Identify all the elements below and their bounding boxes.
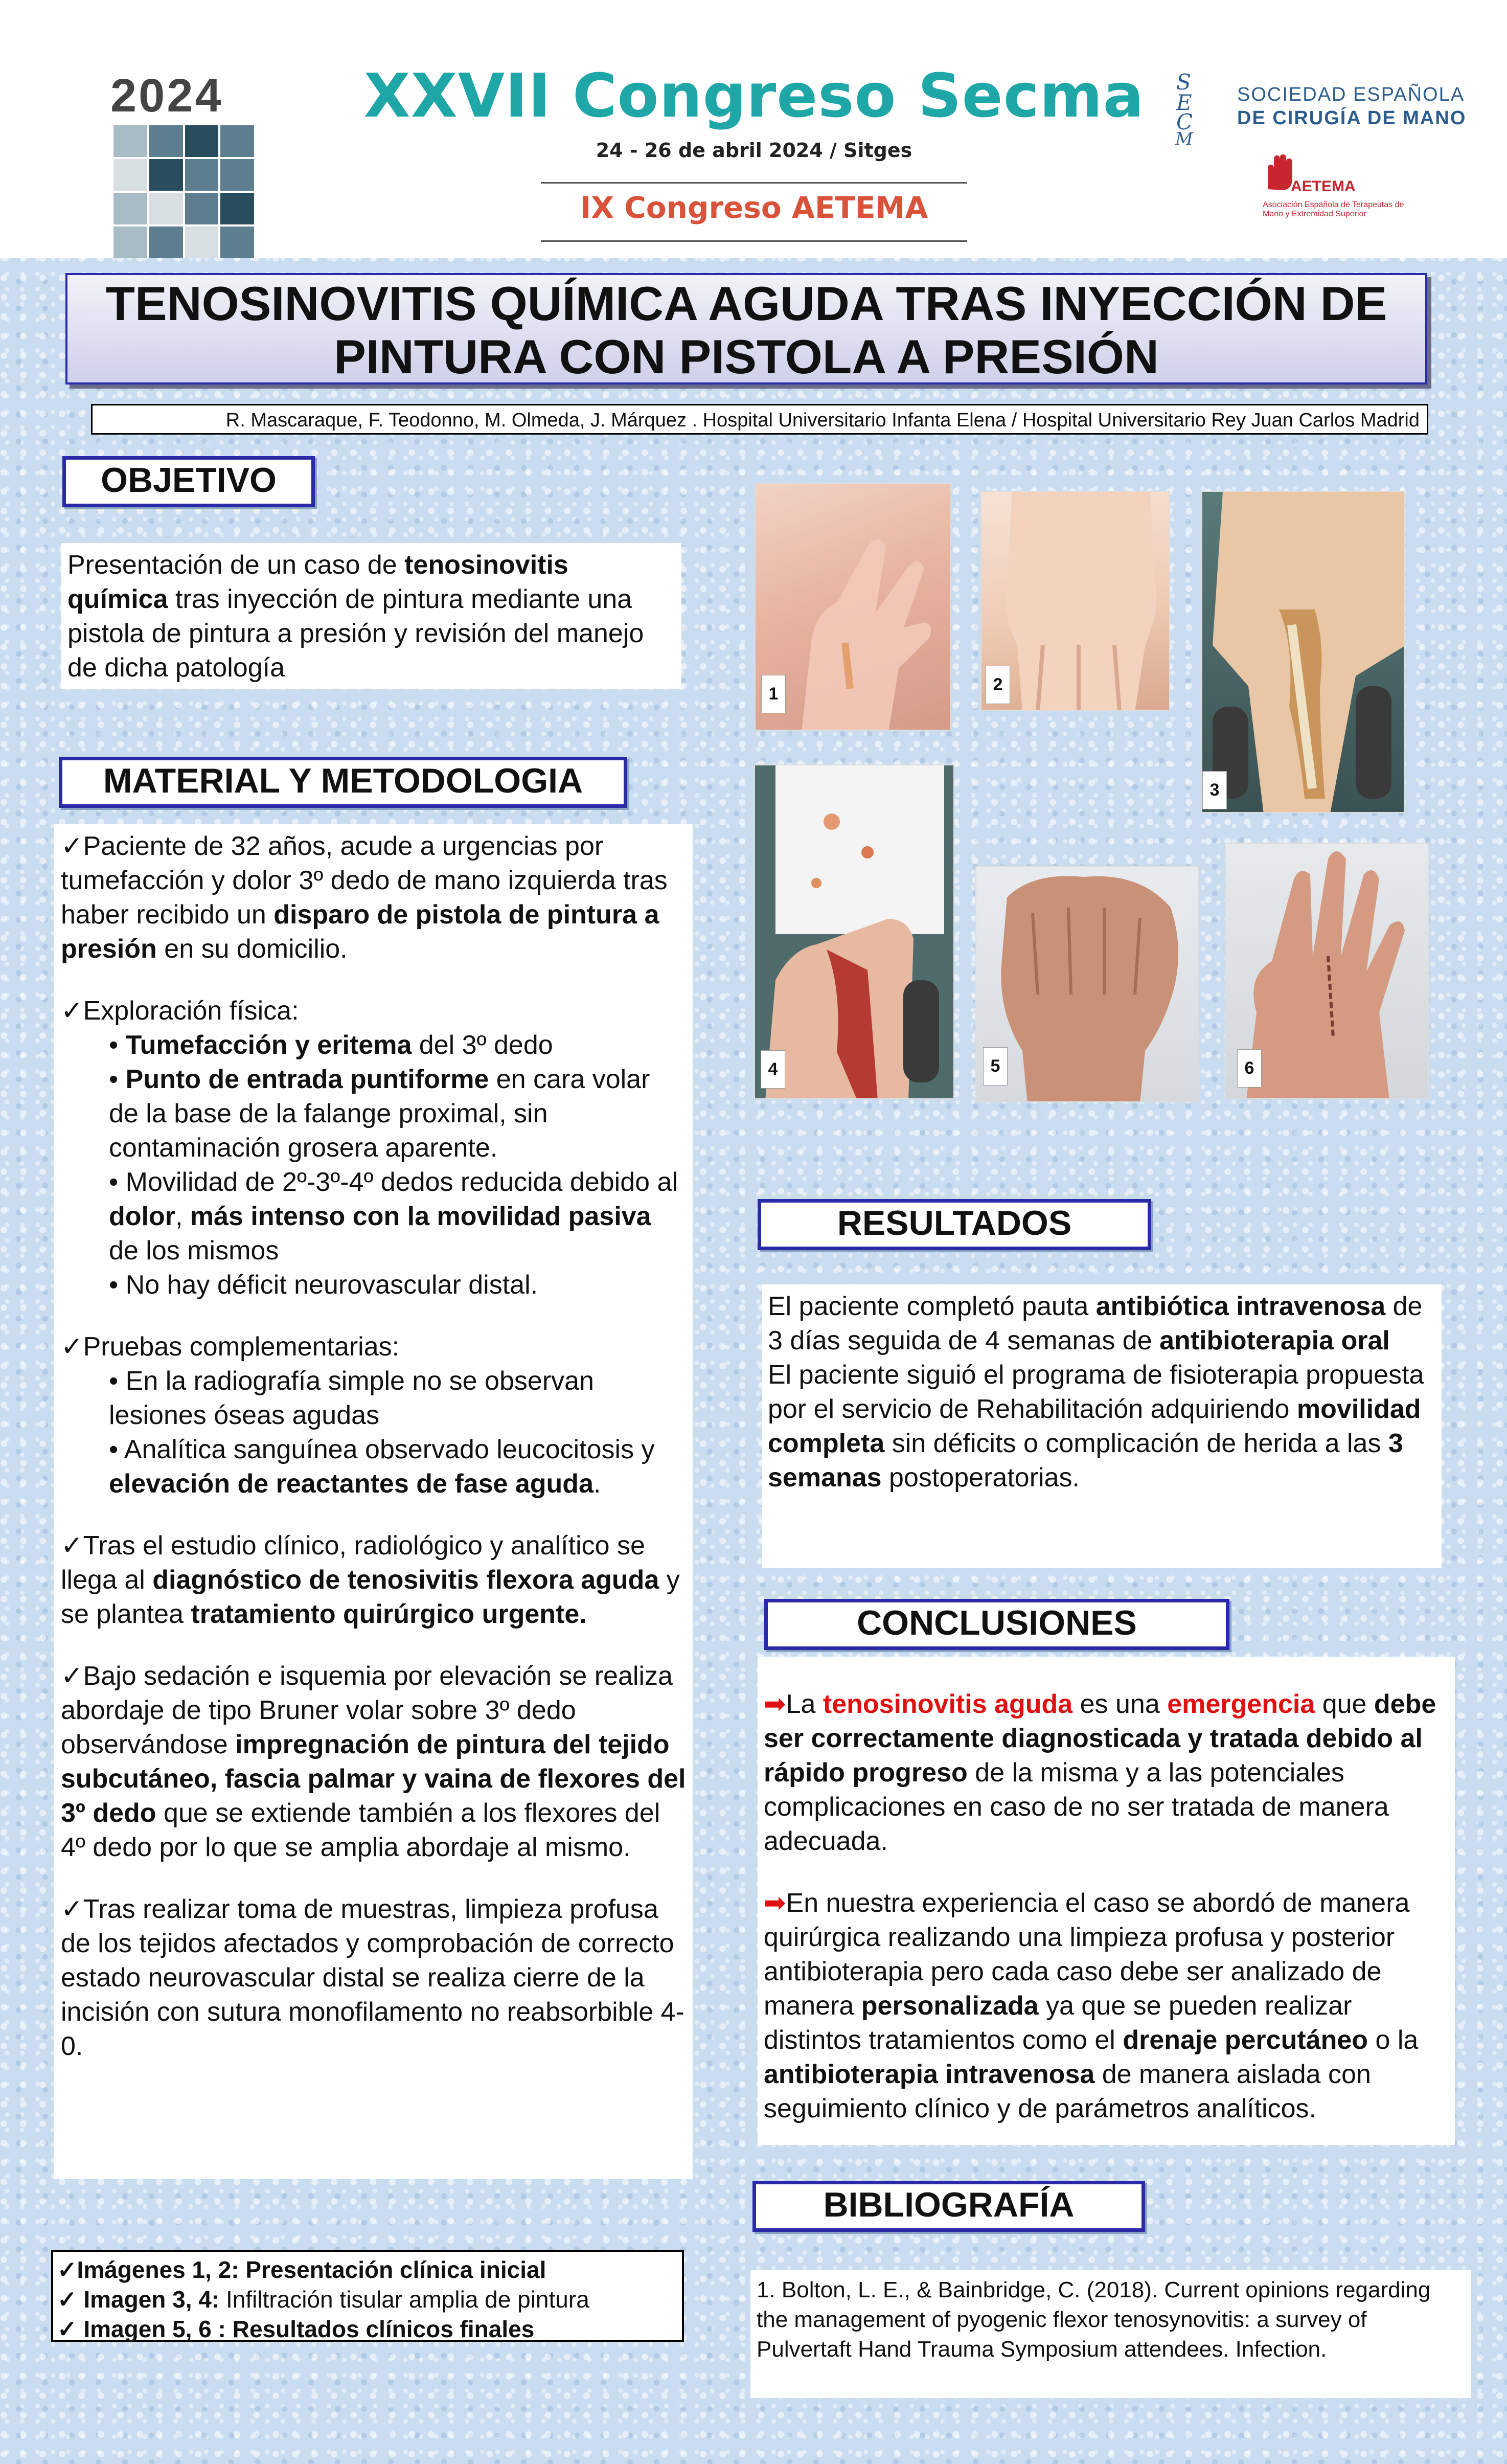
list-item: • En la radiografía simple no se observan lesiones óseas agudas bbox=[109, 1366, 594, 1430]
bullet-icon: • bbox=[109, 1065, 119, 1094]
section-heading-material: MATERIAL Y METODOLOGIA bbox=[59, 757, 627, 808]
secm-logo-line2: DE CIRUGÍA DE MANO bbox=[1237, 107, 1467, 129]
aetema-congress-title: IX Congreso AETEMA bbox=[580, 190, 928, 225]
poster-header bbox=[0, 0, 1507, 258]
secm-logo-text bbox=[1237, 83, 1493, 130]
paragraph: ✓Paciente de 32 años, acude a urgencias por tumefacción y dolor 3º dedo de mano izquierda tras haber recibido un disparo de pistola de pintura a presión en su domicilio. bbox=[61, 831, 668, 964]
photo-2-label: 2 bbox=[986, 666, 1010, 704]
secm-logo-icon bbox=[1173, 69, 1204, 146]
check-icon: ✓ bbox=[61, 996, 83, 1026]
divider-line bbox=[541, 182, 967, 184]
list-item: • No hay déficit neurovascular distal. bbox=[109, 1270, 538, 1300]
photo-4-label: 4 bbox=[761, 1050, 785, 1089]
section-heading-objetivo: OBJETIVO bbox=[62, 456, 315, 507]
congress-title: XXVII Congreso Secma bbox=[363, 60, 1145, 131]
paragraph: ✓Tras realizar toma de muestras, limpieza profusa de los tejidos afectados y comprobación de correcto estado neurovascular distal se realiza cierre de la incisión con sutura monofilamento no reabsorbible 4-0. bbox=[61, 1894, 684, 2061]
photo-6-label: 6 bbox=[1237, 1049, 1262, 1088]
section-heading-resultados: RESULTADOS bbox=[758, 1199, 1151, 1250]
aetema-logo-subtitle: Asociación Española de Terapeutas de Mano y Extremidad Superior bbox=[1263, 200, 1404, 218]
list-item: • Movilidad de 2º-3º-4º dedos reducida debido al dolor, más intenso con la movilidad pasiva de los mismos bbox=[109, 1167, 678, 1265]
aetema-logo-name: AETEMA bbox=[1291, 178, 1356, 195]
list-item: • Punto de entrada puntiforme en cara volar de la base de la falange proximal, sin contaminación grosera aparente. bbox=[109, 1065, 650, 1163]
svg-text:S: S bbox=[1176, 70, 1191, 95]
bullet-icon: • bbox=[109, 1270, 119, 1300]
photo-3-surgical-exposure bbox=[1201, 491, 1405, 813]
paragraph: ✓Bajo sedación e isquemia por elevación se realiza abordaje de tipo Bruner volar sobre 3º dedo observándose impregnación de pintura del tejido subcutáneo, fascia palmar y vaina de flexores del 3º dedo que se extiende también a los flexores del 4º dedo por lo que se amplia abordaje al mismo. bbox=[61, 1661, 686, 1862]
congress-dates: 24 - 26 de abril 2024 / Sitges bbox=[596, 139, 912, 162]
paragraph: ➡La tenosinovitis aguda es una emergencia que debe ser correctamente diagnosticada y tratada debido al rápido progreso de la misma y a las potenciales complicaciones en caso de no ser tratada de manera adecuada. bbox=[764, 1689, 1436, 1856]
legend-line: ✓ Imagen 3, 4: Infiltración tisular amplia de pintura bbox=[57, 2286, 589, 2313]
svg-text:M: M bbox=[1175, 129, 1193, 146]
resultados-text: El paciente completó pauta antibiótica intravenosa de 3 días seguida de 4 semanas de antibioterapia oral El paciente siguió el programa de fisioterapia propuesta por el servicio de Rehabilitación adquiriendo movilidad completa sin déficits o complicación de herida a las 3 semanas postoperatorias. bbox=[762, 1284, 1442, 1568]
arrow-right-icon: ➡ bbox=[764, 1689, 786, 1719]
material-text bbox=[54, 824, 693, 2179]
bullet-icon: • bbox=[109, 1167, 119, 1197]
objetivo-text: Presentación de un caso de tenosinovitis química tras inyección de pintura mediante una pistola de pintura a presión y revisión del manejo de dicha patología bbox=[61, 543, 681, 689]
legend-line: ✓ Imagen 5, 6 : Resultados clínicos finales bbox=[57, 2316, 535, 2342]
section-heading-conclusiones: CONCLUSIONES bbox=[764, 1599, 1229, 1650]
paragraph: ✓Pruebas complementarias: bbox=[61, 1332, 400, 1362]
congress-photo-collage bbox=[113, 125, 254, 258]
list-item: • Analítica sanguínea observado leucocitosis y elevación de reactantes de fase aguda. bbox=[109, 1435, 655, 1499]
check-icon: ✓ bbox=[61, 1661, 83, 1691]
paragraph: ✓Exploración física: bbox=[61, 996, 299, 1026]
paragraph: ➡En nuestra experiencia el caso se abordó de manera quirúrgica realizando una limpieza profusa y posterior antibioterapia pero cada caso debe ser analizado de manera personalizada ya que se pueden realizar distintos tratamientos como el drenaje percutáneo o la antibioterapia intravenosa de manera aislada con seguimiento clínico y de parámetros analíticos. bbox=[764, 1888, 1419, 2123]
bullet-icon: • bbox=[109, 1030, 119, 1060]
svg-text:E: E bbox=[1176, 90, 1192, 115]
photo-3-label: 3 bbox=[1202, 771, 1227, 809]
section-heading-bibliografia: BIBLIOGRAFÍA bbox=[752, 2181, 1145, 2232]
title-line-1: TENOSINOVITIS QUÍMICA AGUDA TRAS INYECCIÓN DE bbox=[105, 277, 1387, 330]
svg-text:C: C bbox=[1176, 109, 1193, 134]
divider-line bbox=[541, 240, 967, 242]
paragraph: ✓Tras el estudio clínico, radiológico y analítico se llega al diagnóstico de tenosivitis flexora aguda y se plantea tratamiento quirúrgico urgente. bbox=[61, 1531, 680, 1629]
authors-affiliation: R. Mascaraque, F. Teodonno, M. Olmeda, J. Márquez . Hospital Universitario Infanta Elena / Hospital Universitario Rey Juan Carlos Madrid bbox=[91, 404, 1428, 435]
check-icon: ✓ bbox=[61, 831, 83, 861]
list-item: • Tumefacción y eritema del 3º dedo bbox=[109, 1030, 553, 1060]
check-icon: ✓ bbox=[61, 1531, 83, 1561]
secm-logo-line1: SOCIEDAD ESPAÑOLA bbox=[1237, 84, 1465, 105]
photo-5-hand-fist bbox=[975, 866, 1199, 1102]
photo-1-label: 1 bbox=[761, 675, 786, 713]
bullet-icon: • bbox=[109, 1435, 119, 1464]
photo-4-paint-infiltration bbox=[754, 764, 954, 1099]
check-icon: ✓ bbox=[61, 1332, 83, 1362]
conclusiones-text bbox=[758, 1657, 1455, 2145]
bullet-icon: • bbox=[109, 1366, 119, 1396]
photo-5-label: 5 bbox=[983, 1047, 1008, 1086]
poster-title bbox=[65, 273, 1427, 385]
check-icon: ✓ bbox=[61, 1894, 83, 1924]
congress-year-logo: 2024 bbox=[110, 70, 223, 122]
title-line-2: PINTURA CON PISTOLA A PRESIÓN bbox=[334, 330, 1159, 383]
bibliografia-reference: 1. Bolton, L. E., & Bainbridge, C. (2018). Current opinions regarding the management of pyogenic flexor tenosynovitis: a survey of Pulvertaft Hand Trauma Symposium attendees. Infection. bbox=[750, 2270, 1471, 2398]
arrow-right-icon: ➡ bbox=[764, 1888, 786, 1918]
legend-line: ✓Imágenes 1, 2: Presentación clínica inicial bbox=[57, 2256, 546, 2283]
image-legend bbox=[51, 2250, 684, 2342]
